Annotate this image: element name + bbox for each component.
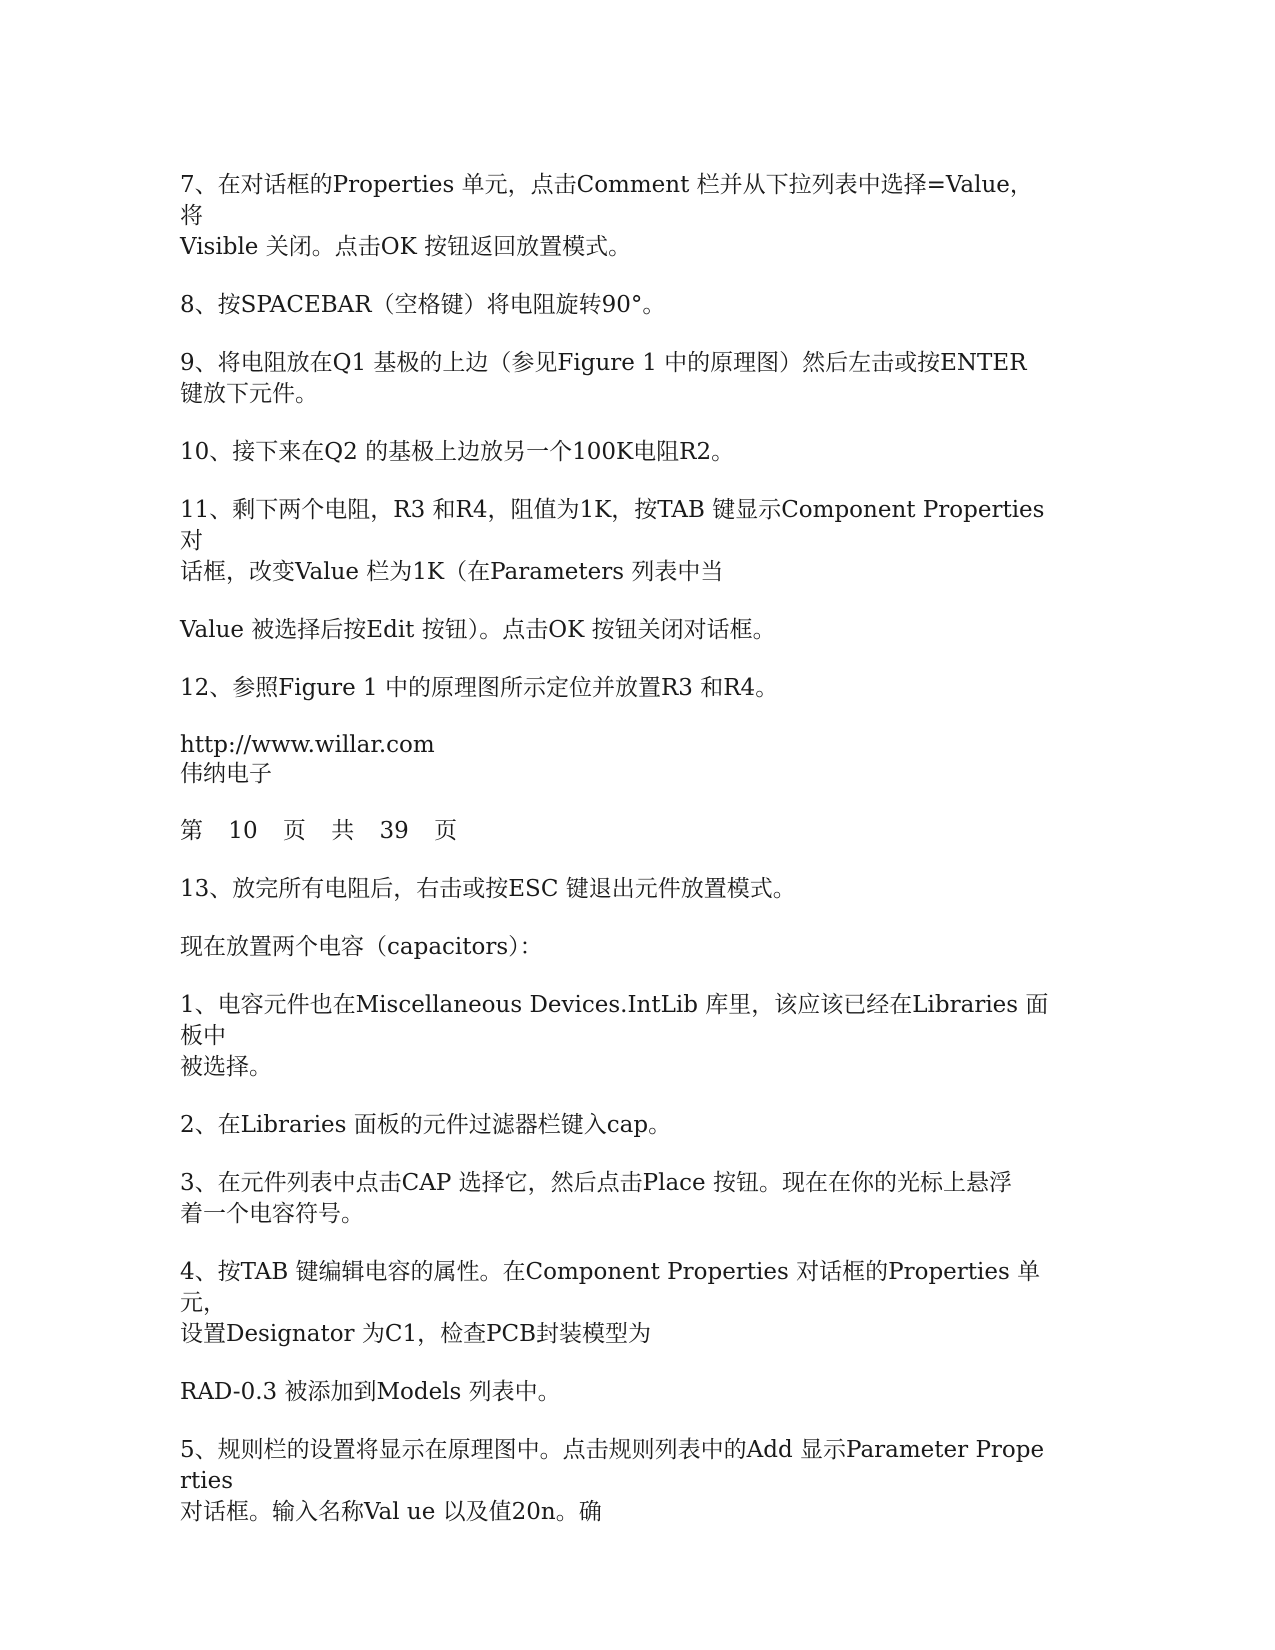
page-number: 第 10 页 共 39 页 [180,818,458,844]
text-line: 13、放完所有电阻后，右击或按ESC 键退出元件放置模式。 [180,876,796,902]
paragraph [180,874,1050,905]
paragraph [180,1110,1050,1141]
text-line: 4、按TAB 键编辑电容的属性。在Component Properties 对话框的Properties 单元， [180,1259,1041,1316]
text-line: 被选择。 [180,1054,272,1080]
page-footer [180,731,1050,789]
paragraph [180,1435,1050,1528]
paragraph [180,673,1050,704]
text-line: 12、参照Figure 1 中的原理图所示定位并放置R3 和R4。 [180,675,779,701]
paragraph [180,348,1050,410]
text-line: Value 被选择后按Edit 按钮）。点击OK 按钮关闭对话框。 [180,617,776,643]
text-line: 话框，改变Value 栏为1K（在Parameters 列表中当 [180,559,724,585]
text-line: 键放下元件。 [180,381,318,407]
paragraph-group-bottom [180,874,1050,1528]
text-line: Visible 关闭。点击OK 按钮返回放置模式。 [180,234,632,260]
text-line: 7、在对话框的Properties 单元，点击Comment 栏并从下拉列表中选择=Value，将 [180,172,1033,229]
text-line: RAD-0.3 被添加到Models 列表中。 [180,1379,561,1405]
paragraph [180,1377,1050,1408]
text-line: 现在放置两个电容（capacitors）： [180,934,543,960]
paragraph [180,932,1050,963]
paragraph [180,437,1050,468]
paragraph [180,615,1050,646]
paragraph [180,290,1050,321]
text-line: 设置Designator 为C1，检查PCB封装模型为 [180,1321,652,1347]
document-page [180,170,1050,1555]
paragraph [180,1257,1050,1350]
paragraph-group-top [180,170,1050,704]
text-line: 9、将电阻放在Q1 基极的上边（参见Figure 1 中的原理图）然后左击或按ENTER [180,350,1027,376]
text-line: 1、电容元件也在Miscellaneous Devices.IntLib 库里，该应该已经在Libraries 面板中 [180,992,1049,1049]
text-line: 对话框。输入名称Val ue 以及值20n。确 [180,1499,602,1525]
text-line: 8、按SPACEBAR（空格键）将电阻旋转90°。 [180,292,666,318]
text-line: 2、在Libraries 面板的元件过滤器栏键入cap。 [180,1112,672,1138]
paragraph [180,495,1050,588]
text-line: 11、剩下两个电阻，R3 和R4，阻值为1K，按TAB 键显示Component Properties 对 [180,497,1045,554]
footer-company: 伟纳电子 [180,761,272,787]
text-line: 10、接下来在Q2 的基极上边放另一个100K电阻R2。 [180,439,735,465]
paragraph [180,990,1050,1083]
footer-url: http://www.willar.com [180,732,435,758]
text-line: 着一个电容符号。 [180,1201,364,1227]
paragraph [180,170,1050,263]
paragraph [180,1168,1050,1230]
text-line: 5、规则栏的设置将显示在原理图中。点击规则列表中的Add 显示Parameter Properties [180,1437,1045,1494]
text-line: 3、在元件列表中点击CAP 选择它，然后点击Place 按钮。现在在你的光标上悬浮 [180,1170,1012,1196]
